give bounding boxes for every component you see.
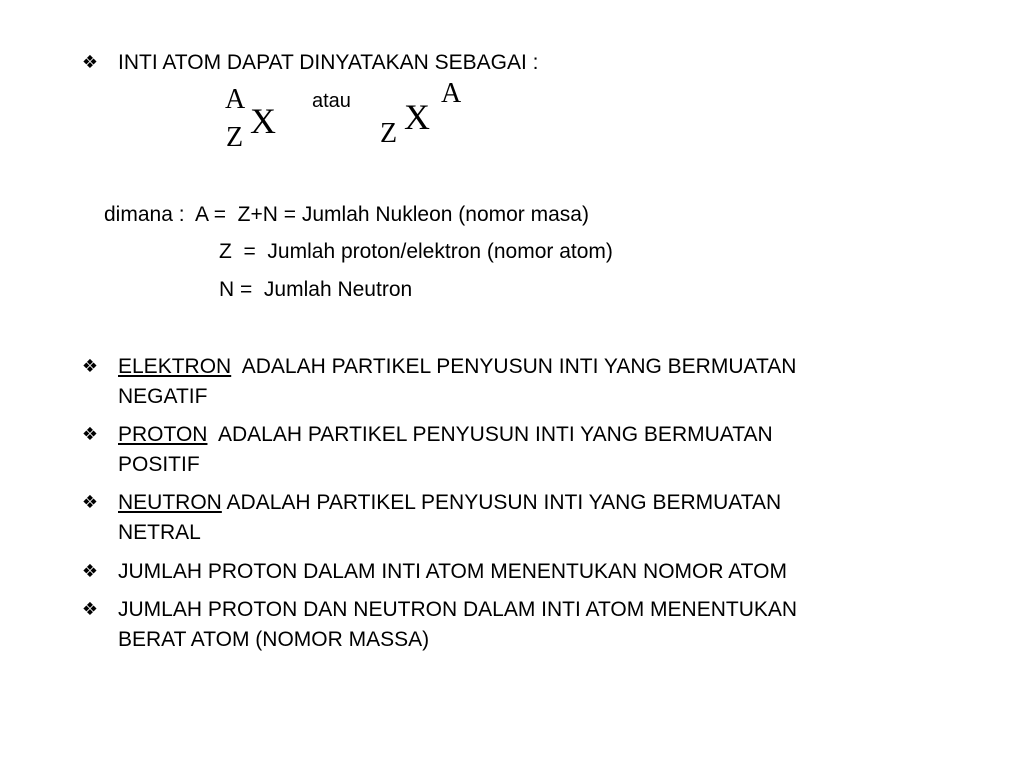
- diamond-bullet-icon: ❖: [81, 52, 99, 73]
- bullet-continuation: NEGATIF: [118, 385, 208, 408]
- bullet-text: [118, 352, 918, 412]
- mass-number-left: A: [225, 84, 246, 115]
- bullet-text: [118, 595, 918, 655]
- bullet-continuation: NETRAL: [118, 521, 201, 544]
- term-elektron: ELEKTRON: [118, 355, 232, 378]
- definition-line-z: Z = Jumlah proton/elektron (nomor atom): [219, 240, 613, 263]
- diamond-bullet-icon: ❖: [81, 424, 99, 445]
- bullet-rest: ADALAH PARTIKEL PENYUSUN INTI YANG BERMUATAN: [207, 423, 773, 446]
- bullet-text: [118, 488, 918, 548]
- notation-connector: atau: [312, 90, 351, 112]
- diamond-bullet-icon: ❖: [81, 599, 99, 620]
- bullet-continuation: BERAT ATOM (NOMOR MASSA): [118, 628, 430, 651]
- diamond-bullet-icon: ❖: [81, 561, 99, 582]
- diamond-bullet-icon: ❖: [81, 492, 99, 513]
- bullet-rest: ADALAH PARTIKEL PENYUSUN INTI YANG BERMUATAN: [221, 491, 782, 514]
- atomic-number-left: Z: [226, 122, 244, 153]
- bullet-text: [118, 420, 918, 480]
- definition-line-a: dimana : A = Z+N = Jumlah Nukleon (nomor masa): [104, 203, 589, 226]
- bullet-continuation: POSITIF: [118, 453, 200, 476]
- intro-text: INTI ATOM DAPAT DINYATAKAN SEBAGAI :: [118, 51, 539, 74]
- bullet-line: JUMLAH PROTON DAN NEUTRON DALAM INTI ATOM MENENTUKAN: [118, 598, 798, 621]
- definition-line-n: N = Jumlah Neutron: [219, 278, 413, 301]
- bullet-text: JUMLAH PROTON DALAM INTI ATOM MENENTUKAN NOMOR ATOM: [118, 560, 787, 583]
- element-symbol-left: X: [250, 101, 276, 141]
- mass-number-right: A: [441, 78, 462, 109]
- term-proton: PROTON: [118, 423, 208, 446]
- bullet-rest: ADALAH PARTIKEL PENYUSUN INTI YANG BERMUATAN: [231, 355, 797, 378]
- term-neutron: NEUTRON: [118, 491, 222, 514]
- atomic-number-right: Z: [380, 118, 398, 149]
- diamond-bullet-icon: ❖: [81, 356, 99, 377]
- element-symbol-right: X: [404, 97, 430, 137]
